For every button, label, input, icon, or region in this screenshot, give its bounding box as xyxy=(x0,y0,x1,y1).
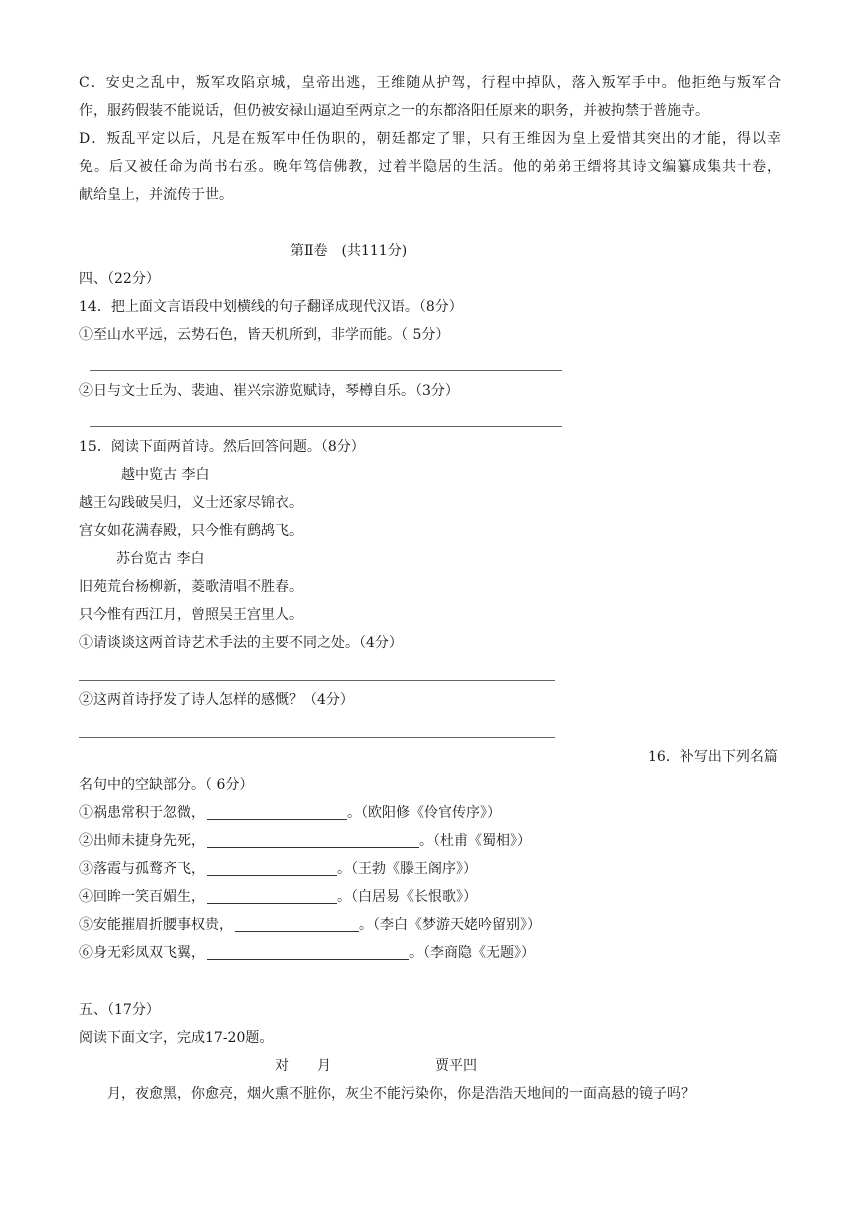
q16-item-3-prefix: ③落霞与孤鹜齐飞， xyxy=(79,861,205,877)
option-d-line-2: 免。后又被任命为尚书右丞。晚年笃信佛教，过着半隐居的生活。他的弟弟王缙将其诗文编纂成集共十卷， xyxy=(79,159,781,175)
q14-sub-1: ①至山水平远，云势石色，皆天机所到，非学而能。（ 5分） xyxy=(79,327,450,343)
q14-sub-2: ②日与文士丘为、裴迪、崔兴宗游览赋诗，琴樽自乐。（3分） xyxy=(79,383,459,399)
poem-2-line-1: 旧苑荒台杨柳新，菱歌清唱不胜春。 xyxy=(79,579,303,595)
poem-2-line-2: 只今惟有西江月，曾照吴王宫里人。 xyxy=(79,607,303,623)
q16-stem-part-1: 16．补写出下列名篇 xyxy=(648,749,778,765)
q15-sub-1: ①请谈谈这两首诗艺术手法的主要不同之处。（4分） xyxy=(79,635,403,651)
q16-item-4-prefix: ④回眸一笑百媚生， xyxy=(79,889,205,905)
q16-item-5-blank[interactable] xyxy=(235,917,359,932)
poem-1-title: 越中览古 李白 xyxy=(121,467,210,483)
q16-item-4-blank[interactable] xyxy=(207,889,337,904)
q16-item-4 xyxy=(79,887,477,907)
volume-title: 第Ⅱ卷 (共111分) xyxy=(290,243,408,259)
q15-answer-line-1[interactable] xyxy=(79,680,555,681)
q16-item-2 xyxy=(79,831,531,851)
q16-item-5-prefix: ⑤安能摧眉折腰事权贵， xyxy=(79,917,233,933)
section-5-heading: 五、（17分） xyxy=(79,1002,160,1018)
q16-item-4-suffix: 。（白居易《长恨歌》） xyxy=(337,889,477,905)
essay-title: 对 月 xyxy=(275,1058,331,1074)
q14-stem: 14．把上面文言语段中划横线的句子翻译成现代汉语。（8分） xyxy=(79,299,463,315)
q15-answer-line-2[interactable] xyxy=(79,737,555,738)
section-5-intro: 阅读下面文字，完成17-20题。 xyxy=(79,1030,274,1046)
q16-item-5 xyxy=(79,915,541,935)
q16-item-2-blank[interactable] xyxy=(207,833,419,848)
q16-item-6-prefix: ⑥身无彩凤双飞翼， xyxy=(79,945,205,961)
q14-answer-line-2[interactable] xyxy=(90,426,562,427)
q16-item-6-suffix: 。（李商隐《无题》） xyxy=(409,945,535,961)
option-c-line-2: 作，服药假装不能说话，但仍被安禄山逼迫至两京之一的东都洛阳任原来的职务，并被拘禁于普施寺。 xyxy=(79,103,709,119)
q16-item-3-suffix: 。（王勃《滕王阁序》） xyxy=(337,861,477,877)
q15-sub-2: ②这两首诗抒发了诗人怎样的感慨？（4分） xyxy=(79,692,354,708)
section-4-heading: 四、（22分） xyxy=(79,271,160,287)
q16-item-2-suffix: 。（杜甫《蜀相》） xyxy=(419,833,531,849)
q16-item-6 xyxy=(79,943,535,963)
q16-item-3-blank[interactable] xyxy=(207,861,337,876)
option-c-line-1: C．安史之乱中，叛军攻陷京城，皇帝出逃，王维随从护驾，行程中掉队，落入叛军手中。他拒绝与叛军合 xyxy=(79,75,781,91)
q16-item-1-suffix: 。（欧阳修《伶官传序》） xyxy=(347,805,501,821)
q14-answer-line-1[interactable] xyxy=(90,370,562,371)
q16-item-1 xyxy=(79,803,501,823)
q16-item-6-blank[interactable] xyxy=(207,945,409,960)
essay-paragraph-1: 月，夜愈黑，你愈亮，烟火熏不脏你，灰尘不能污染你，你是浩浩天地间的一面高悬的镜子吗？ xyxy=(107,1086,695,1102)
q16-item-1-blank[interactable] xyxy=(207,805,347,820)
q16-item-5-suffix: 。（李白《梦游天姥吟留别》） xyxy=(359,917,541,933)
q16-item-2-prefix: ②出师未捷身先死， xyxy=(79,833,205,849)
poem-1-line-2: 宫女如花满春殿，只今惟有鹧鸪飞。 xyxy=(79,523,303,539)
q15-stem: 15．阅读下面两首诗。然后回答问题。（8分） xyxy=(79,439,365,455)
q16-stem-part-2: 名句中的空缺部分。（ 6分） xyxy=(79,777,254,793)
option-d-line-3: 献给皇上，并流传于世。 xyxy=(79,187,233,203)
option-d-line-1: D．叛乱平定以后，凡是在叛军中任伪职的，朝廷都定了罪，只有王维因为皇上爱惜其突出的才能，得以幸 xyxy=(79,131,781,147)
q16-item-3 xyxy=(79,859,477,879)
poem-2-title: 苏台览古 李白 xyxy=(116,551,205,567)
q16-item-1-prefix: ①祸患常积于忽微， xyxy=(79,805,205,821)
poem-1-line-1: 越王勾践破吴归，义士还家尽锦衣。 xyxy=(79,495,303,511)
essay-author: 贾平凹 xyxy=(435,1058,477,1074)
